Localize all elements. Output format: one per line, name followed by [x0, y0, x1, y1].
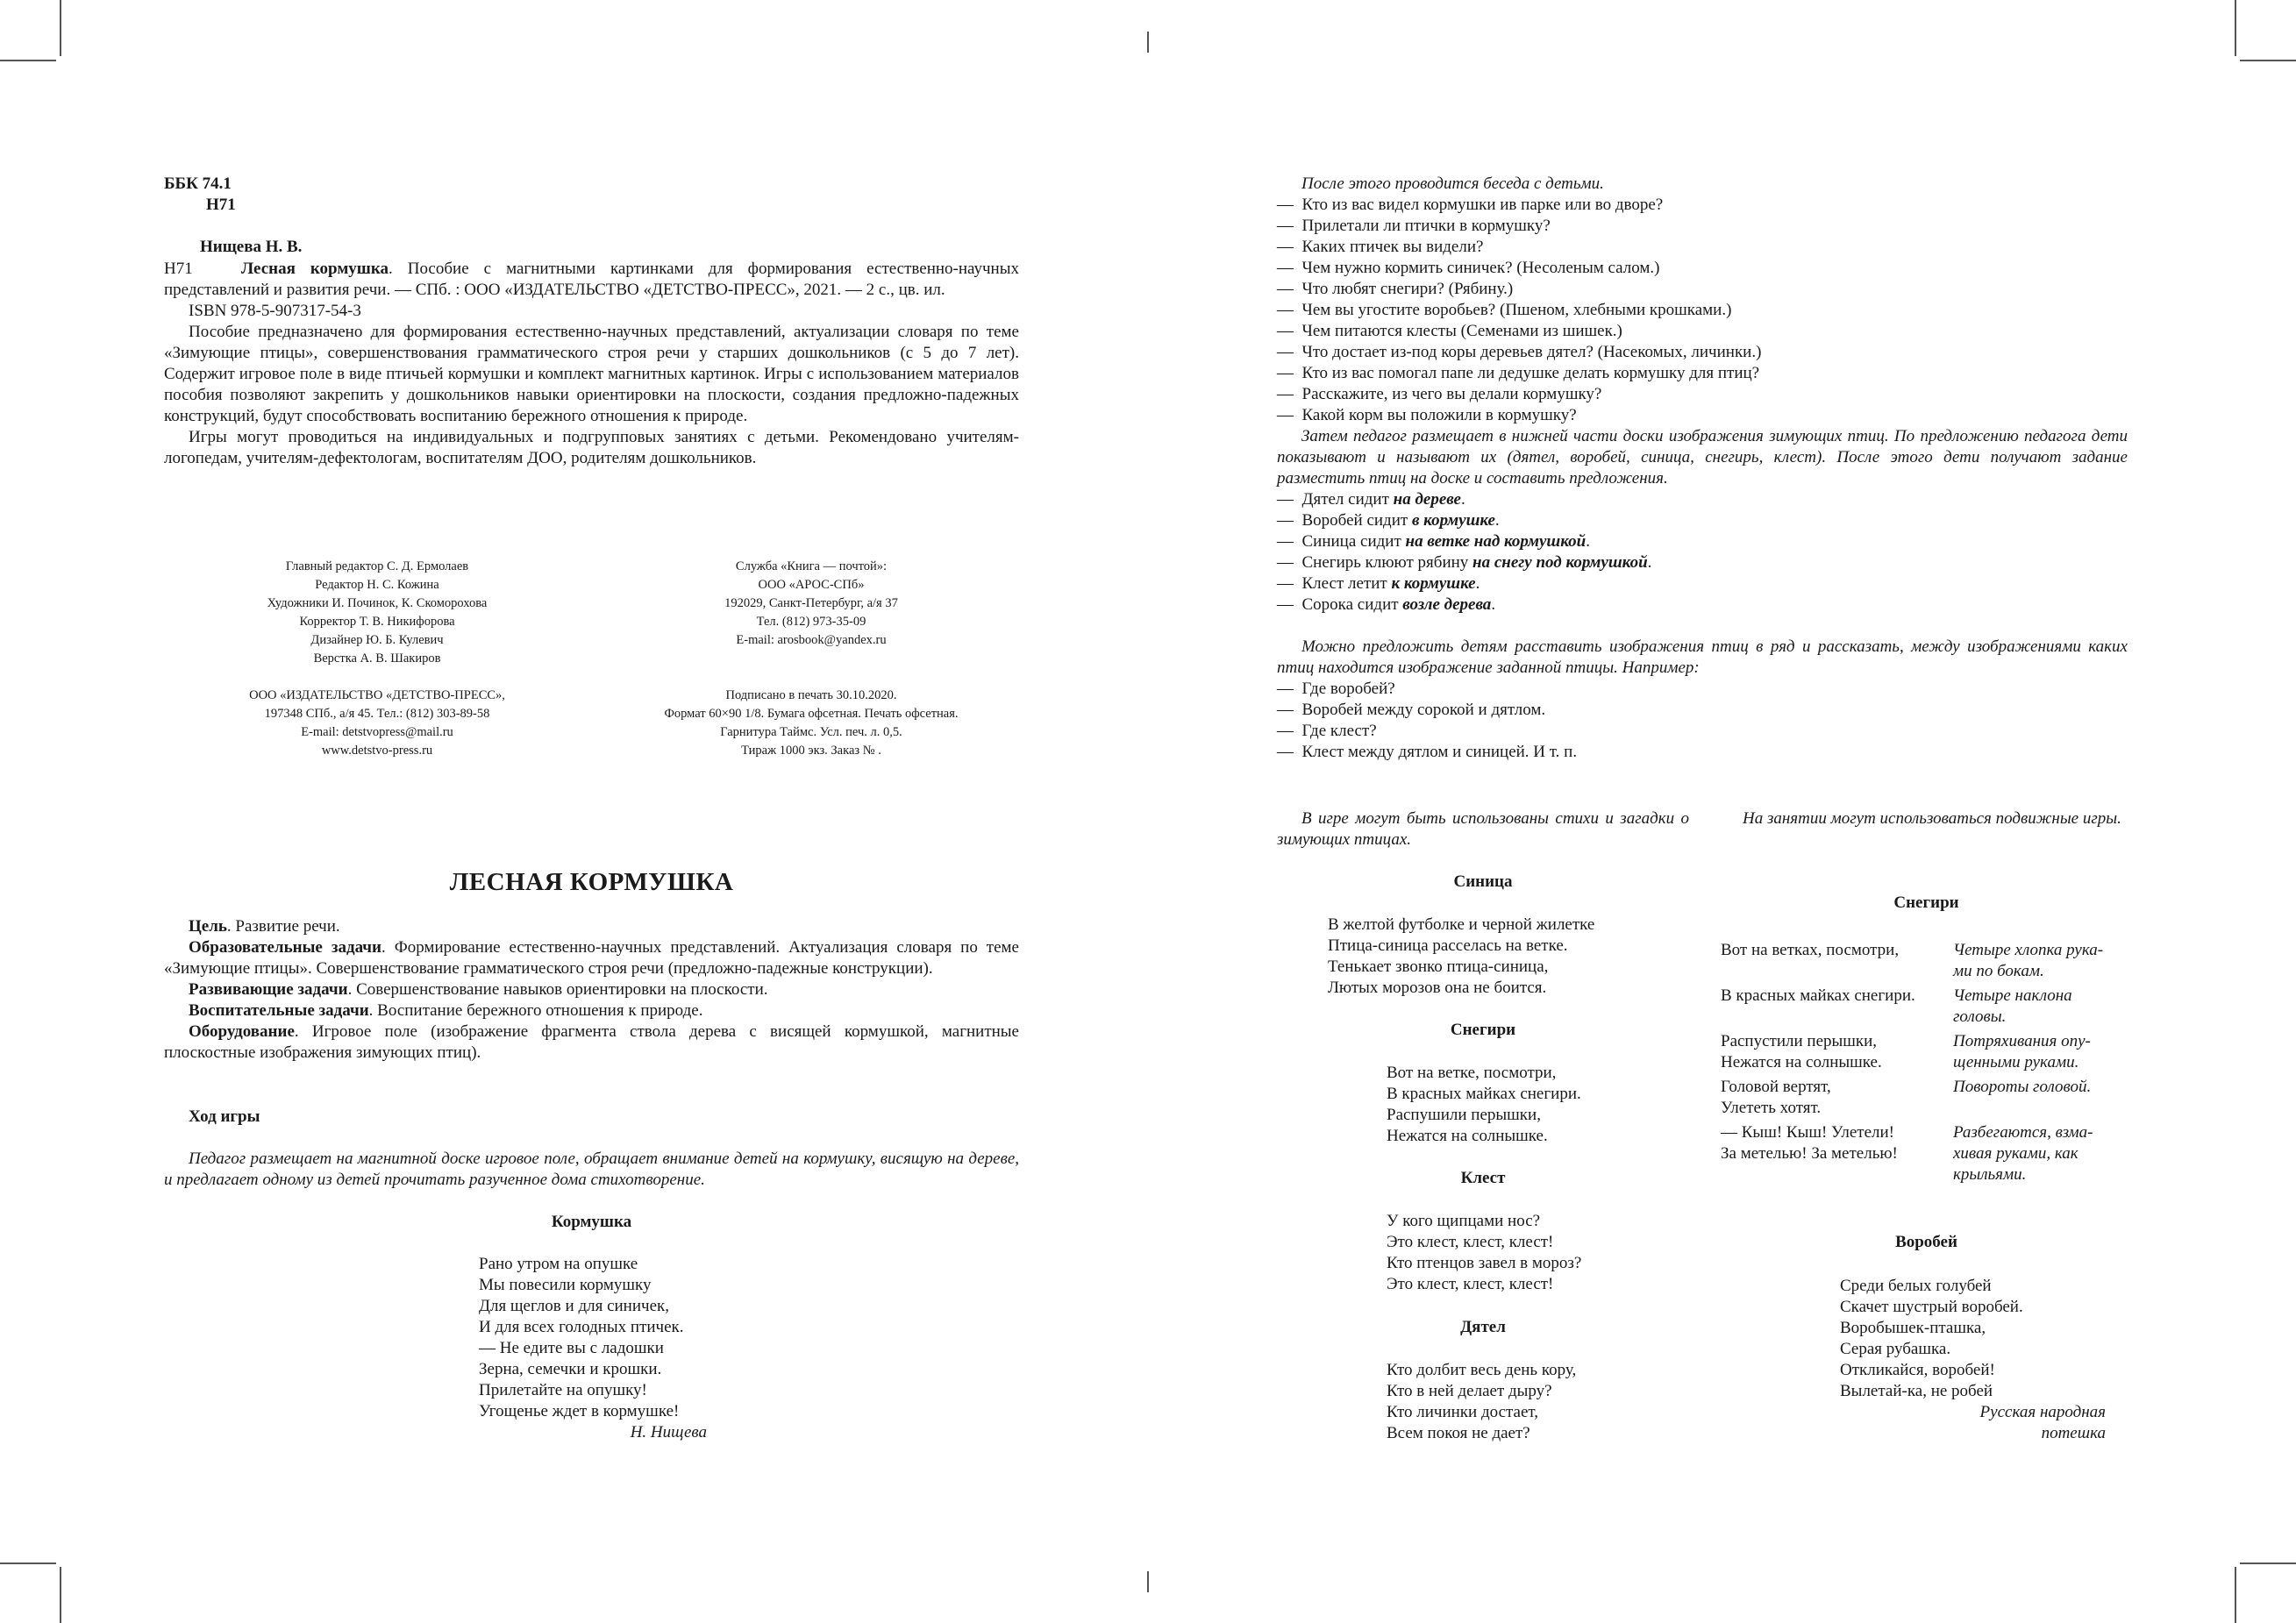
sentence-item: — Дятел сидит на дереве.	[1277, 489, 2128, 510]
credits-staff: Главный редактор С. Д. Ермолаев Редактор Н. С. Кожина Художники И. Починок, К. Скоморохова Корректор Т. В. Никифорова Дизайнер Ю. Б. Кулевич Верстка А. В. Шакиров	[267, 559, 488, 666]
question-item: — Кто из вас помогал папе ли дедушке делать кормушку для птиц?	[1277, 363, 2128, 384]
poem-body: Среди белых голубей Скачет шустрый воробей. Воробышек-пташка, Серая рубашка. Откликайся, воробей! Вылетай-ка, не робей Русская народная потешка	[1840, 1277, 2106, 1442]
crop-mark	[60, 1567, 61, 1623]
credits-mail-service: Служба «Книга — почтой»: ООО «АРОС-СПб» 192029, Санкт-Петербург, а/я 37 Тел. (812) 973-35-09 E-mail: arosbook@yandex.ru	[724, 559, 898, 647]
poem-title: Кормушка	[551, 1213, 632, 1231]
goals-section	[164, 916, 1019, 1064]
game-row: Головой вертят, Улететь хотят. Повороты головой.	[1721, 1078, 2092, 1117]
poem-author: Н. Нищева	[630, 1423, 707, 1441]
question-item: — Кто из вас видел кормушки ив парке или во дворе?	[1277, 195, 2128, 216]
question-item: — Чем нужно кормить синичек? (Несоленым салом.)	[1277, 258, 2128, 279]
goal-line: Образовательные задачи. Формирование естественно-научных представлений. Актуализация словаря по теме «Зимующие птицы». Совершенствование грамматического строя речи (предложно-падежные конструкции).	[164, 938, 1019, 978]
goal-line: Оборудование. Игровое поле (изображение фрагмента ствола дерева с висящей кормушкой, магнитные плоскостные изображения зимующих птиц).	[164, 1022, 1019, 1062]
sentence-item: — Синица сидит на ветке над кормушкой.	[1277, 531, 2128, 552]
bibliographic-record: Лесная кормушка. Пособие с магнитными картинками для формирования естественно-научных представлений и развития речи. — СПб. : ООО «ИЗДАТЕЛЬСТВО «ДЕТСТВО-ПРЕСС», 2021. — 2 с., цв. ил. ISBN 978-5-907317-54-3 Пособие предназначено для формирования естественно-научных представлений, актуализации словаря по теме «Зимующие птицы», совершенствования грамматического строя речи у старших дошкольников (с 5 до 7 лет). Содержит игровое поле в виде птичьей кормушки и комплект магнитных картинок. Игры с использованием материалов пособия позволяют закрепить у дошкольников навыки ориентировки на плоскости, создания предложно-падежных конструкций, будут способствовать воспитанию бережного отношения к природе. Игры могут проводиться на индивидуальных и подгрупповых занятиях с детьми. Рекомендовано учителям-логопедам, учителям-дефектологам, воспитателям ДОО, родителям дошкольников.	[164, 260, 1019, 467]
poem-title: Дятел	[1460, 1318, 1506, 1336]
goal-line: Цель. Развитие речи.	[189, 917, 340, 936]
order-line: — Где клест?	[1277, 721, 2128, 742]
crop-mark	[2240, 1562, 2296, 1564]
crop-mark	[60, 0, 61, 56]
book-title: Лесная кормушка	[241, 260, 389, 278]
goal-line: Воспитательные задачи. Воспитание бережного отношения к природе.	[189, 1001, 703, 1020]
center-crop-mark	[1147, 32, 1149, 53]
poem-body: У кого щипцами нос? Это клест, клест, клест! Кто птенцов завел в мороз? Это клест, клест, клест!	[1387, 1212, 1582, 1293]
crop-mark	[2235, 0, 2236, 56]
game-table	[1721, 940, 2133, 1185]
isbn: ISBN 978-5-907317-54-3	[189, 302, 361, 320]
abstract-paragraph: Игры могут проводиться на индивидуальных и подгрупповых занятиях с детьми. Рекомендовано учителям-логопедам, учителям-дефектологам, воспитателям ДОО, родителям дошкольников.	[164, 428, 1019, 467]
order-line: — Клест между дятлом и синицей. И т. п.	[1277, 742, 2128, 763]
crop-mark	[0, 1562, 56, 1564]
poem-title: Синица	[1453, 872, 1513, 891]
crop-mark	[2240, 60, 2296, 61]
poem-body: Кто долбит весь день кору, Кто в ней делает дыру? Кто личинки достает, Всем покоя не дает?	[1387, 1361, 1577, 1442]
poem-body: Рано утром на опушке Мы повесили кормушку Для щеглов и для синичек, И для всех голодных птичек. — Не едите вы с ладошки Зерна, семечки и крошки. Прилетайте на опушку! Угощенье ждет в кормушке! Н. Нищева	[479, 1255, 707, 1441]
print-info: Подписано в печать 30.10.2020. Формат 60×90 1/8. Бумага офсетная. Печать офсетная. Гарнитура Таймс. Усл. печ. л. 0,5. Тираж 1000 экз. Заказ № .	[664, 688, 959, 758]
sentence-item: — Снегирь клюют рябину на снегу под кормушкой.	[1277, 552, 2128, 573]
poem-body: Вот на ветке, посмотри, В красных майках снегири. Распушили перышки, Нежатся на солнышке.	[1387, 1064, 1581, 1145]
sentence-item: — Клест летит к кормушке.	[1277, 573, 2128, 594]
publisher-info: ООО «ИЗДАТЕЛЬСТВО «ДЕТСТВО-ПРЕСС», 197348 СПб., а/я 45. Тел.: (812) 303-89-58 E-mail: detstvopress@mail.ru www.detstvo-press.ru	[249, 688, 505, 758]
game-title: Снегири	[1893, 893, 1959, 912]
course-heading: Ход игры	[189, 1107, 260, 1126]
question-item: — Что достает из-под коры деревьев дятел? (Насекомых, личинки.)	[1277, 342, 2128, 363]
order-text: Можно предложить детям расставить изображения птиц в ряд и рассказать, между изображениями каких птиц находится изображение заданной птицы. Например:	[1277, 637, 2128, 677]
poem-title: Воробей	[1895, 1233, 1957, 1251]
sentence-item: — Сорока сидит возле дерева.	[1277, 594, 2128, 616]
question-item: — Какой корм вы положили в кормушку?	[1277, 405, 2128, 426]
question-item: — Расскажите, из чего вы делали кормушку?	[1277, 384, 2128, 405]
sentence-item: — Воробей сидит в кормушке.	[1277, 510, 2128, 531]
author-name: Нищева Н. В.	[200, 238, 303, 256]
question-item: — Каких птичек вы видели?	[1277, 237, 2128, 258]
crop-mark	[0, 60, 56, 61]
catalog-code: Н71	[164, 260, 193, 278]
bbk-code: ББК 74.1 Н71	[164, 174, 236, 214]
crop-mark	[2235, 1567, 2236, 1623]
game-row: Вот на ветках, посмотри, Четыре хлопка рука- ми по бокам.	[1721, 941, 2104, 980]
games-intro: На занятии могут использоваться подвижные игры.	[1743, 809, 2121, 828]
game-row: Распустили перышки, Нежатся на солнышке. Потряхивания опу- щенными руками.	[1721, 1032, 2091, 1071]
riddles-intro: В игре могут быть использованы стихи и загадки о зимующих птицах.	[1277, 809, 1689, 849]
game-row: В красных майках снегири. Четыре наклона головы.	[1721, 986, 2072, 1026]
question-item: — Прилетали ли птички в кормушку?	[1277, 216, 2128, 237]
abstract-paragraph: Пособие предназначено для формирования естественно-научных представлений, актуализации словаря по теме «Зимующие птицы», совершенствования грамматического строя речи у старших дошкольников (с 5 до 7 лет). Содержит игровое поле в виде птичьей кормушки и комплект магнитных картинок. Игры с использованием материалов пособия позволяют закрепить у дошкольников навыки ориентировки на плоскости, создания предложно-падежных конструкций, будут способствовать воспитанию бережного отношения к природе.	[164, 323, 1019, 425]
question-item: — Чем питаются клесты (Семенами из шишек.)	[1277, 321, 2128, 342]
question-item: — Чем вы угостите воробьев? (Пшеном, хлебными крошками.)	[1277, 300, 2128, 321]
order-line: — Воробей между сорокой и дятлом.	[1277, 700, 2128, 721]
intro-text: После этого проводится беседа с детьми.	[1301, 174, 1604, 193]
goal-line: Развивающие задачи. Совершенствование навыков ориентировки на плоскости.	[189, 980, 768, 999]
center-crop-mark	[1147, 1571, 1149, 1592]
poem-title: Снегири	[1450, 1021, 1516, 1039]
task-text: Затем педагог размещает в нижней части доски изображения зимующих птиц. По предложению педагога дети показывают и называют их (дятел, воробей, синица, снегирь, клест). После этого дети получают задание разместить птиц на доске и составить предложения.	[1277, 427, 2128, 488]
poem-title: Клест	[1460, 1169, 1506, 1187]
poem-body: В желтой футболке и черной жилетке Птица-синица расселась на ветке. Тенькает звонко птица-синица, Лютых морозов она не боится.	[1328, 915, 1595, 997]
course-text: Педагог размещает на магнитной доске игровое поле, обращает внимание детей на кормушку, висящую на дереве, и предлагает одному из детей прочитать разученное дома стихотворение.	[164, 1150, 1019, 1189]
order-line: — Где воробей?	[1277, 679, 2128, 700]
conversation-section	[1277, 174, 2128, 763]
page-title: ЛЕСНАЯ КОРМУШКА	[449, 868, 734, 896]
game-row: — Кыш! Кыш! Улетели! За метелью! За метелью! Разбегаются, взма- хивая руками, как крыльями.	[1721, 1123, 2093, 1184]
poem-source: Русская народная потешка	[1979, 1403, 2106, 1442]
question-item: — Что любят снегири? (Рябину.)	[1277, 279, 2128, 300]
